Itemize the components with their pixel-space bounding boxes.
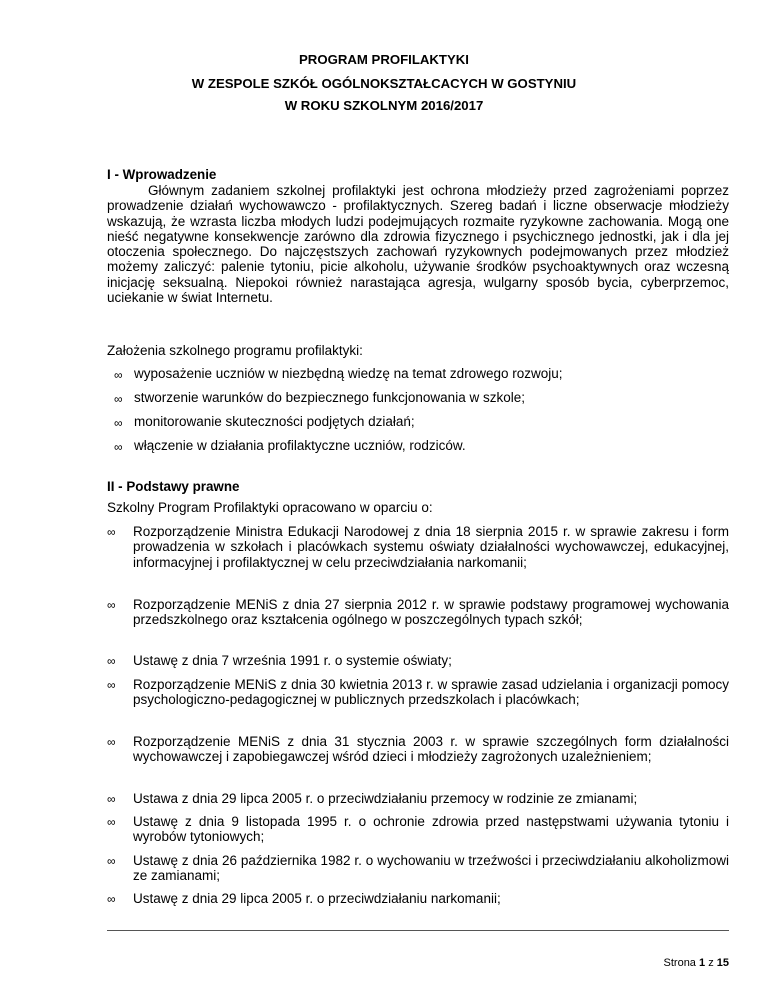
goal-item: ∞ monitorowanie skuteczności podjętych działań;: [114, 414, 415, 430]
total-pages: 15: [716, 957, 729, 969]
bullet-icon: ∞: [107, 892, 116, 906]
title-line-1: PROGRAM PROFILAKTYKI: [299, 52, 469, 67]
title-line-2: W ZESPOLE SZKÓŁ OGÓLNOKSZTAŁCACYCH W GOSTYNIU: [191, 76, 577, 91]
introduction-paragraph: [107, 183, 729, 305]
law-item: ∞ Ustawę z dnia 29 lipca 2005 r. o przeciwdziałaniu narkomanii;: [107, 891, 501, 906]
bullet-icon: ∞: [114, 368, 123, 382]
page-label: Strona: [663, 957, 696, 969]
law-item: ∞ Ustawę z dnia 26 października 1982 r. o wychowaniu w trzeźwości i przeciwdziałaniu alkoholizmowi ze zamianami;: [107, 853, 729, 884]
section-heading-introduction: I - Wprowadzenie: [107, 167, 217, 182]
bullet-icon: ∞: [107, 598, 116, 612]
law-item: ∞ Rozporządzenie MENiS z dnia 27 sierpnia 2012 r. w sprawie podstawy programowej wychowania przedszkolnego oraz kształcenia ogólnego w poszczególnych typach szkół;: [107, 597, 729, 628]
page-separator: z: [708, 957, 714, 969]
law-item: ∞ Ustawę z dnia 9 listopada 1995 r. o ochronie zdrowia przed następstwami używania tytoniu i wyrobów tytoniowych;: [107, 814, 729, 845]
law-item: ∞ Rozporządzenie MENiS z dnia 30 kwietnia 2013 r. w sprawie zasad udzielania i organizacji pomocy psychologiczno-pedagogicznej w publicznych przedszkolach i placówkach;: [107, 677, 729, 708]
goals-intro: Założenia szkolnego programu profilaktyki:: [107, 343, 363, 358]
section-heading-legal-basis: II - Podstawy prawne: [107, 479, 240, 494]
bullet-icon: ∞: [107, 525, 116, 539]
bullet-icon: ∞: [107, 678, 116, 692]
law-item: ∞ Rozporządzenie Ministra Edukacji Narodowej z dnia 18 sierpnia 2015 r. w sprawie zakresu i form prowadzenia w szkołach i placówkach systemu oświaty działalności wychowawczej, edukacyjnej, informacyjnej i profilaktycznej w celu przeciwdziałania narkomanii;: [107, 524, 729, 570]
bullet-icon: ∞: [114, 416, 123, 430]
goal-item: ∞ stworzenie warunków do bezpiecznego funkcjonowania w szkole;: [114, 390, 525, 406]
bullet-icon: ∞: [107, 792, 116, 806]
goal-item: ∞ wyposażenie uczniów w niezbędną wiedzę na temat zdrowego rozwoju;: [114, 366, 563, 382]
page-counter: [664, 957, 729, 969]
footer-divider: [107, 930, 729, 931]
bullet-icon: ∞: [114, 392, 123, 406]
title-line-3: W ROKU SZKOLNYM 2016/2017: [284, 98, 484, 113]
bullet-icon: ∞: [107, 854, 116, 868]
law-item: ∞ Ustawę z dnia 7 września 1991 r. o systemie oświaty;: [107, 653, 452, 668]
current-page: 1: [699, 957, 706, 969]
bullet-icon: ∞: [107, 815, 116, 829]
bullet-icon: ∞: [107, 654, 116, 668]
law-item: ∞ Ustawa z dnia 29 lipca 2005 r. o przeciwdziałaniu przemocy w rodzinie ze zmianami;: [107, 791, 638, 806]
bullet-icon: ∞: [114, 440, 123, 454]
introduction-text: Głównym zadaniem szkolnej profilaktyki jest ochrona młodzieży przed zagrożeniami poprzez prowadzenie działań wychowawczo - profilaktycznych. Szereg badań i liczne obserwacje młodzieży wskazują, że wzrasta liczba młodych ludzi podejmujących rozmaite ryzykowne zachowania. Mogą one nieść negatywne konsekwencje zarówno dla zdrowia fizycznego i psychicznego jednostki, jak i dla jej otoczenia społecznego. Do najczęstszych zachowań ryzykownych podejmowanych przez młodzież możemy zaliczyć: palenie tytoniu, picie alkoholu, używanie środków psychoaktywnych oraz wczesną inicjację seksualną. Niepokoi również narastająca agresja, wulgarny sposób bycia, cyberprzemoc, uciekanie w świat Internetu.: [107, 183, 729, 306]
law-item: ∞ Rozporządzenie MENiS z dnia 31 stycznia 2003 r. w sprawie szczególnych form działalności wychowawczej i zapobiegawczej wśród dzieci i młodzieży zagrożonych uzależnieniem;: [107, 734, 729, 765]
legal-basis-intro: Szkolny Program Profilaktyki opracowano w oparciu o:: [107, 500, 433, 515]
goal-item: ∞ włączenie w działania profilaktyczne uczniów, rodziców.: [114, 438, 466, 454]
bullet-icon: ∞: [107, 735, 116, 749]
